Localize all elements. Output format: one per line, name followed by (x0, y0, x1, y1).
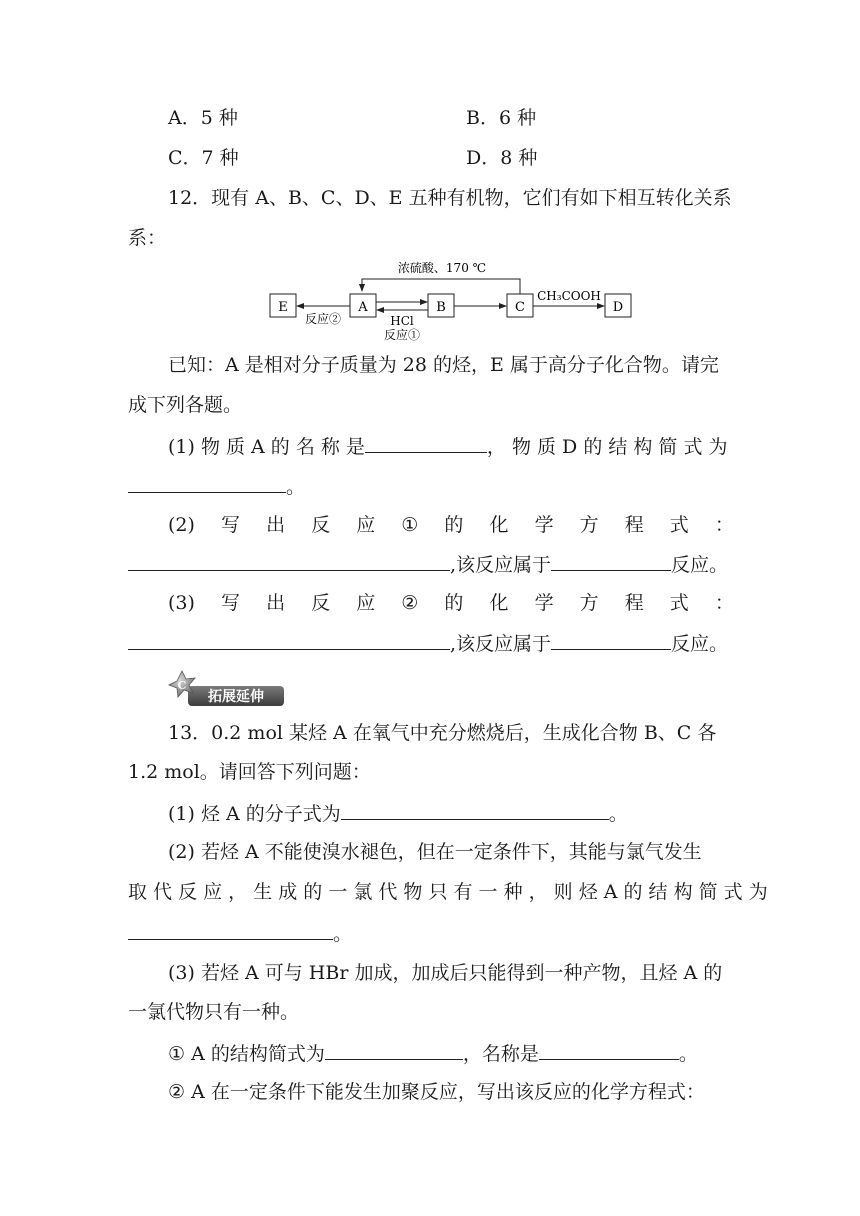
q13-part2-line3 (128, 919, 352, 947)
hcl-label: HCl (390, 314, 414, 328)
cd-condition-label: CH₃COOH (537, 289, 601, 303)
q12-part1-line1 (168, 432, 728, 460)
q12-part3-word: ： (714, 592, 734, 614)
answer-blank-equation-2[interactable] (128, 629, 450, 650)
box-c-label: C (515, 300, 525, 315)
q12-part2-line1 (168, 512, 734, 538)
q12-part3-word: 应 (356, 592, 376, 614)
option-b: B．6 种 (466, 107, 537, 129)
reaction-diagram (0, 255, 860, 345)
q13-sub1-text-b: ，名称是 (462, 1043, 539, 1065)
answer-blank-formula[interactable] (341, 799, 609, 820)
q12-known-line1: 已知：A 是相对分子质量为 28 的烃，E 属于高分子化合物。请完 (168, 354, 719, 376)
reaction1-label: 反应① (383, 328, 421, 342)
answer-blank-type-1[interactable] (551, 550, 671, 571)
option-d: D．8 种 (466, 147, 538, 169)
q12-part2-word: 化 (489, 514, 509, 536)
q12-known-line2: 成下列各题。 (128, 394, 243, 416)
arrow-c-to-a-top (362, 279, 520, 294)
q13-part2-line1: (2) 若烃 A 不能使溴水褪色，但在一定条件下，其能与氯气发生 (168, 841, 702, 863)
q13-part1 (168, 799, 628, 827)
badge-letter: C (177, 679, 187, 692)
answer-blank-d-structure[interactable] (128, 472, 286, 493)
q13-sub1-text-a: ① A 的结构简式为 (168, 1043, 325, 1065)
q12-part1-end: 。 (286, 476, 306, 498)
badge-label: 拓展延伸 (208, 689, 264, 705)
option-a: A．5 种 (168, 107, 238, 129)
option-c: C．7 种 (168, 147, 239, 169)
box-d-label: D (612, 300, 624, 315)
q12-part2-word: 学 (534, 514, 554, 536)
q12-part2-word: ① (401, 514, 419, 536)
q12-part3-line2 (128, 629, 728, 657)
q12-part3-word: 写 (220, 592, 240, 614)
q12-part2-word: 方 (579, 514, 599, 536)
answer-blank-a-name[interactable] (365, 432, 487, 453)
q12-intro-line1: 12．现有 A、B、C、D、E 五种有机物，它们有如下相互转化关系 (168, 187, 732, 209)
q12-part1-text-a: (1) 物 质 A 的 名 称 是 (168, 436, 365, 458)
q12-intro-line2: 系： (128, 227, 167, 249)
q12-part3-word: 学 (534, 592, 554, 614)
q13-part3-sub1 (168, 1039, 698, 1067)
q12-part2-mid: ,该反应属于 (450, 554, 552, 576)
q12-part2-end: 反应。 (671, 554, 729, 576)
q13-intro-line1: 13．0.2 mol 某烃 A 在氧气中充分燃烧后，生成化合物 B、C 各 (168, 722, 717, 744)
q12-part3-end: 反应。 (671, 633, 729, 655)
box-e-label: E (278, 300, 288, 315)
q12-part2-word: 出 (266, 514, 286, 536)
q12-part3-word: ② (401, 592, 419, 614)
q12-part3-mid: ,该反应属于 (450, 633, 552, 655)
q13-part1-text: (1) 烃 A 的分子式为 (168, 803, 341, 825)
q12-part2-line2 (128, 550, 728, 578)
q12-part3-word: 程 (624, 592, 644, 614)
q13-part2-line2: 取 代 反 应 ， 生 成 的 一 氯 代 物 只 有 一 种 ， 则 烃 A 的 结 构 简 式 为 (128, 881, 768, 903)
q12-part2-word: 的 (444, 514, 464, 536)
q12-part2-word: 反 (311, 514, 331, 536)
q12-part3-word: 化 (489, 592, 509, 614)
q12-part3-word: 式 (669, 592, 689, 614)
q13-part3-line1: (3) 若烃 A 可与 HBr 加成，加成后只能得到一种产物，且烃 A 的 (168, 962, 723, 984)
box-a-label: A (358, 300, 368, 315)
box-b-label: B (436, 300, 446, 315)
q13-sub1-end: 。 (678, 1043, 698, 1065)
q13-part3-line2: 一氯代物只有一种。 (128, 1001, 300, 1023)
answer-blank-name-3[interactable] (539, 1039, 679, 1060)
q12-part2-word: 写 (220, 514, 240, 536)
q12-part3-word: 反 (311, 592, 331, 614)
q13-intro-line2: 1.2 mol。请回答下列问题： (128, 761, 371, 783)
q12-part3-word: 出 (266, 592, 286, 614)
q12-part1-line2 (128, 472, 305, 500)
q13-part1-end: 。 (608, 803, 628, 825)
top-condition-label: 浓硫酸、170 ℃ (397, 261, 487, 275)
answer-blank-type-2[interactable] (551, 629, 671, 650)
q12-part2-word: 式 (669, 514, 689, 536)
q12-part2-word: 程 (624, 514, 644, 536)
answer-blank-equation-1[interactable] (128, 550, 450, 571)
q12-part3-word: (3) (168, 592, 195, 614)
answer-blank-structure-3[interactable] (325, 1039, 463, 1060)
q13-part3-sub2: ② A 在一定条件下能发生加聚反应，写出该反应的化学方程式： (168, 1081, 705, 1103)
q12-part2-word: 应 (356, 514, 376, 536)
reaction2-label: 反应② (304, 312, 342, 326)
q12-part2-word: ： (714, 514, 734, 536)
q12-part3-word: 的 (444, 592, 464, 614)
q12-part3-line1 (168, 590, 734, 616)
q12-part3-word: 方 (579, 592, 599, 614)
answer-blank-structure-2[interactable] (128, 919, 333, 940)
q13-part2-end: 。 (333, 923, 353, 945)
section-badge (168, 670, 288, 710)
q12-part2-word: (2) (168, 514, 195, 536)
q12-part1-text-b: ， 物 质 D 的 结 构 简 式 为 (486, 436, 728, 458)
